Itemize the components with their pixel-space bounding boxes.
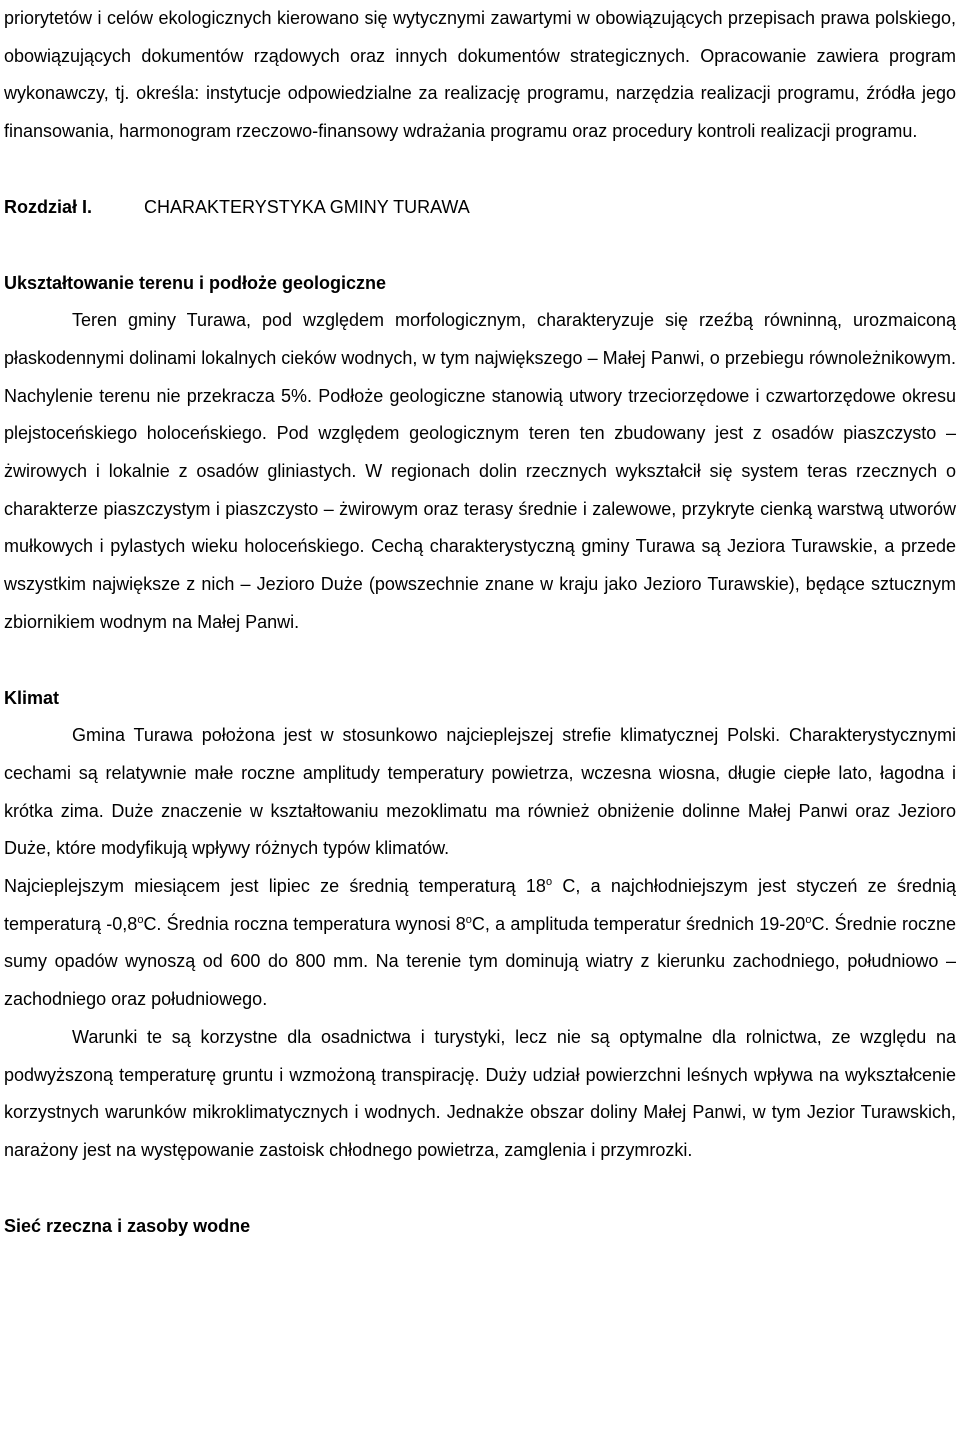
degree-sign: o <box>137 913 144 926</box>
climate-heading: Klimat <box>4 687 60 708</box>
degree-sign: o <box>465 913 472 926</box>
spacer <box>4 1170 956 1208</box>
degree-sign: o <box>545 876 553 889</box>
terrain-paragraph: Teren gminy Turawa, pod względem morfologicznym, charakteryzuje się rzeźbą równinną, urozmaiconą płaskodennymi dolinami lokalnych cieków wodnych, w tym największego – Małej Panwi, o przebiegu równoleżnikowym. Nachylenie terenu nie przekracza 5%. Podłoże geologiczne stanowią utwory trzeciorzędowe i czwartorzędowe okresu plejstoceńskiego holoceńskiego. Pod względem geologicznym teren ten zbudowany jest z osadów piaszczysto – żwirowych i lokalnie z osadów gliniastych. W regionach dolin rzecznych wykształcił się system teras rzecznych o charakterze piaszczystym i piaszczysto – żwirowym oraz terasy średnie i zalewowe, przykryte cienką warstwą utworów mułkowych i pylastych wieku holoceńskiego. Cechą charakterystyczną gminy Turawa są Jeziora Turawskie, a przede wszystkim największe z nich – Jezioro Duże (powszechnie znane w kraju jako Jezioro Turawskie), będące sztucznym zbiornikiem wodnym na Małej Panwi. <box>4 310 956 632</box>
terrain-heading: Ukształtowanie terenu i podłoże geologiczne <box>4 272 387 293</box>
climate-paragraph-2 <box>4 868 956 1019</box>
water-heading: Sieć rzeczna i zasoby wodne <box>4 1215 251 1236</box>
spacer <box>4 151 956 189</box>
document-page <box>4 0 956 1245</box>
degree-sign: o <box>805 913 812 926</box>
climate-text-3: C. Średnia roczna temperatura wynosi 8 <box>143 913 466 934</box>
intro-paragraph: priorytetów i celów ekologicznych kierowano się wytycznymi zawartymi w obowiązujących przepisach prawa polskiego, obowiązujących dokumentów rządowych oraz innych dokumentów strategicznych. Opracowanie zawiera program wykonawczy, tj. określa: instytucje odpowiedzialne za realizację programu, narzędzia realizacji programu, źródła jego finansowania, harmonogram rzeczowo-finansowy wdrażania programu oraz procedury kontroli realizacji programu. <box>4 8 956 142</box>
climate-text-5: C. Średnie roczne sumy opadów wynoszą od 600 do 800 mm. Na terenie tym dominują wiatry z kierunku zachodniego, południowo – zachodniego oraz południowego. <box>4 913 956 1010</box>
chapter-heading <box>4 189 956 227</box>
spacer <box>4 227 956 265</box>
climate-text-2: C, a najchłodniejszym jest styczeń ze średnią temperaturą -0,8 <box>4 876 956 934</box>
chapter-title: CHARAKTERYSTYKA GMINY TURAWA <box>144 196 470 217</box>
climate-paragraph-1: Gmina Turawa położona jest w stosunkowo najcieplejszej strefie klimatycznej Polski. Charakterystycznymi cechami są relatywnie małe roczne amplitudy temperatury powietrza, wczesna wiosna, długie ciepłe lato, łagodna i krótka zima. Duże znaczenie w kształtowaniu mezoklimatu ma również obniżenie dolinne Małej Panwi oraz Jezioro Duże, które modyfikują wpływy różnych typów klimatów. <box>4 725 956 859</box>
climate-text-1: Najcieplejszym miesiącem jest lipiec ze średnią temperaturą 18 <box>4 876 546 897</box>
climate-paragraph-3: Warunki te są korzystne dla osadnictwa i turystyki, lecz nie są optymalne dla rolnictwa, ze względu na podwyższoną temperaturę gruntu i wzmożoną transpirację. Duży udział powierzchni leśnych wpływa na wykształcenie korzystnych warunków mikroklimatycznych i wodnych. Jednakże obszar doliny Małej Panwi, w tym Jezior Turawskich, narażony jest na występowanie zastoisk chłodnego powietrza, zamglenia i przymrozki. <box>4 1026 956 1160</box>
spacer <box>4 642 956 680</box>
chapter-number: Rozdział I. <box>4 196 93 217</box>
climate-text-4: C, a amplituda temperatur średnich 19-20 <box>471 913 806 934</box>
